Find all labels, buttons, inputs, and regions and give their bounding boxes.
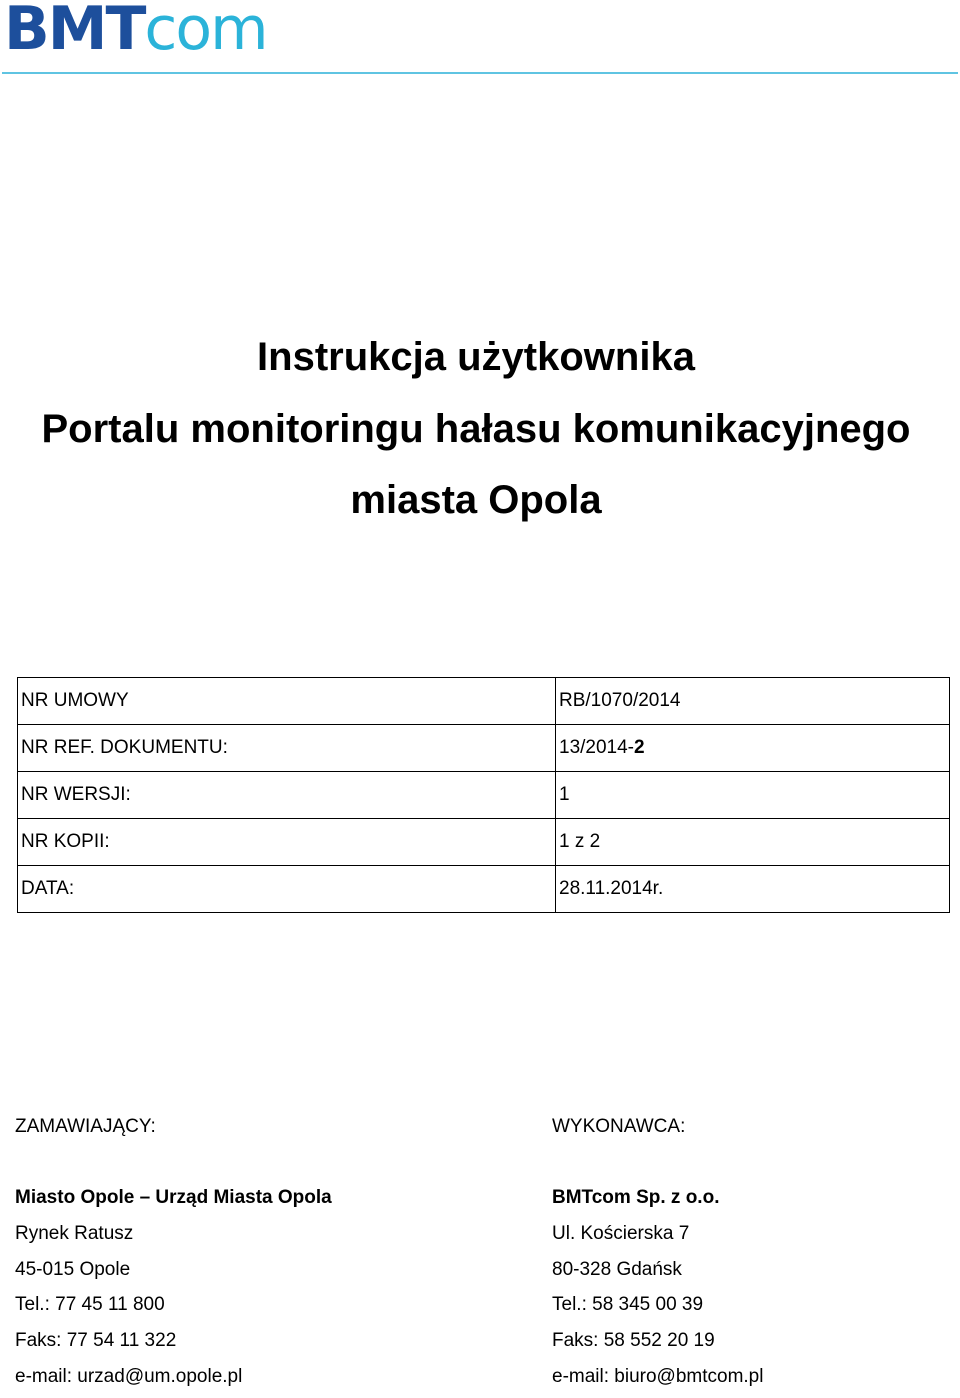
document-ref-value-suffix: 2 xyxy=(634,737,645,758)
client-phone: Tel.: 77 45 11 800 xyxy=(15,1294,165,1316)
contractor-phone: Tel.: 58 345 00 39 xyxy=(552,1294,704,1316)
contract-number-value: RB/1070/2014 xyxy=(556,678,950,725)
version-value: 1 xyxy=(556,772,950,819)
date-value: 28.11.2014r. xyxy=(556,866,950,913)
contractor-block xyxy=(552,1112,763,1398)
table-row xyxy=(18,866,950,913)
contractor-heading: WYKONAWCA: xyxy=(552,1116,686,1137)
table-row xyxy=(18,678,950,725)
client-postal: 45-015 Opole xyxy=(15,1258,131,1280)
contractor-street: Ul. Kościerska 7 xyxy=(552,1222,690,1244)
client-street: Rynek Ratusz xyxy=(15,1222,134,1244)
copy-number-value: 1 z 2 xyxy=(556,819,950,866)
document-title-line-1: Instrukcja użytkownika xyxy=(257,335,695,379)
document-metadata-table xyxy=(17,677,950,913)
client-heading: ZAMAWIAJĄCY: xyxy=(15,1116,156,1137)
document-title-line-2: Portalu monitoringu hałasu komunikacyjnego xyxy=(41,407,911,451)
contractor-fax: Faks: 58 552 20 19 xyxy=(552,1330,715,1352)
document-ref-label: NR REF. DOKUMENTU: xyxy=(18,725,556,772)
client-fax: Faks: 77 54 11 322 xyxy=(15,1330,177,1352)
contract-number-label: NR UMOWY xyxy=(18,678,556,725)
bmtcom-logo xyxy=(4,0,267,64)
contractor-email: e-mail: biuro@bmtcom.pl xyxy=(552,1365,764,1387)
table-row xyxy=(18,725,950,772)
document-ref-value-prefix: 13/2014- xyxy=(559,737,635,758)
contractor-name: BMTcom Sp. z o.o. xyxy=(552,1187,720,1208)
header-divider xyxy=(2,72,958,74)
document-title-line-3: miasta Opola xyxy=(350,478,602,522)
copy-number-label: NR KOPII: xyxy=(18,819,556,866)
client-email: e-mail: urzad@um.opole.pl xyxy=(15,1365,243,1387)
client-name: Miasto Opole – Urząd Miasta Opola xyxy=(15,1187,332,1208)
table-row xyxy=(18,772,950,819)
logo-com-text: com xyxy=(144,0,267,64)
table-row xyxy=(18,819,950,866)
contractor-postal: 80-328 Gdańsk xyxy=(552,1258,682,1280)
version-label: NR WERSJI: xyxy=(18,772,556,819)
logo-bmt-text: BMT xyxy=(4,0,145,64)
document-ref-value xyxy=(556,725,950,772)
date-label: DATA: xyxy=(18,866,556,913)
client-block xyxy=(15,1112,332,1398)
